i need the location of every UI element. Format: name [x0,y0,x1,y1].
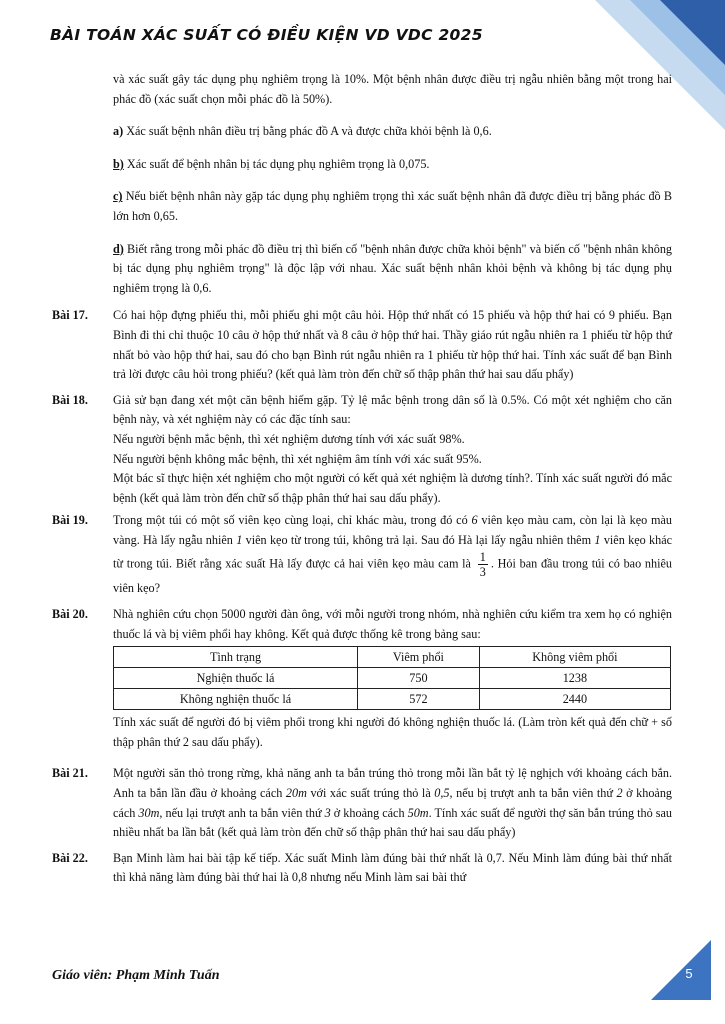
problem-line: Giả sử bạn đang xét một căn bệnh hiếm gặp. Tỷ lệ mắc bệnh trong dân số là 0.5%. Có một xét nghiệm cho căn bệnh này, và xét nghiệm này có các đặc tính sau: [113,392,672,427]
intro-block [113,70,672,298]
problem-body: Một người săn thỏ trong rừng, khả năng anh ta bắn trúng thỏ trong mỗi lần bắt tỷ lệ nghịch với khoảng cách bắn. Anh ta bắn lần đầu ở khoảng cách 20m với xác suất trúng thỏ là 0,5, nếu bị trượt anh ta bắn viên thứ 2 ở khoảng cách 30m, nếu lại trượt anh ta bắn viên thứ 3 ở khoảng cách 50m. Tính xác suất để người thợ săn bắn trúng thỏ sau nhiều nhất ba lần bắt (kết quả làm tròn đến chữ số thập phân thứ hai sau dấu phẩy) [113,766,673,840]
intro-text: và xác suất gây tác dụng phụ nghiêm trọng là 10%. Một bệnh nhân được điều trị ngẫu nhiên bằng một trong hai phác đồ (xác suất chọn mỗi phác đồ là 50%). [113,72,672,106]
table-row [114,668,671,689]
problem-label: Bài 20. [52,607,88,622]
table-row [114,689,671,710]
intro-item-d: d) Biết rằng trong mỗi phác đồ điều trị thì biến cố "bệnh nhân được chữa khỏi bệnh" và biến cố "bệnh nhân không bị tác dụng phụ nghiêm trọng" là độc lập với nhau. Xác suất bệnh nhân khỏi bệnh và không bị tác dụng phụ nghiêm trọng là 0,6. [113,241,673,295]
problem-text: Có hai hộp đựng phiếu thi, mỗi phiếu ghi một câu hỏi. Hộp thứ nhất có 15 phiếu và hộp thứ hai có 9 phiếu. Bạn Bình đi thi chỉ thuộc 10 câu ở hộp thứ nhất và 8 câu ở hộp thứ hai. Thầy giáo rút ngẫu nhiên ra 1 phiếu từ hộp thứ nhất bỏ vào hộp thứ hai, sau đó cho bạn Bình rút ngẫu nhiên ra 1 phiếu từ hộp thứ hai. Tính xác suất để bạn Bình trả lời được câu hỏi trong phiếu? (kết quả làm tròn đến chữ số thập phân thứ hai sau dấu phẩy) [113,308,672,382]
problem-body: Trong một túi có một số viên kẹo cùng loại, chỉ khác màu, trong đó có 6 viên kẹo màu cam, còn lại là kẹo màu vàng. Hà lấy ngẫu nhiên 1 viên kẹo từ trong túi, không trả lại. Sau đó Hà lại lấy ngẫu nhiên thêm 1 viên kẹo khác từ trong túi. Biết rằng xác suất Hà lấy được cả hai viên kẹo màu cam là $\frac{1}{3}$ . Hỏi ban đầu trong túi có bao nhiêu viên kẹo? [113,513,673,596]
table-header-cell: Không viêm phổi [479,647,670,668]
problem-question: Tính xác suất để người đó bị viêm phổi trong khi người đó không nghiện thuốc lá. (Làm tròn kết quả đến chữ + số thập phân thứ 2 sau dấu phẩy). [113,715,672,749]
problem-label: Bài 18. [52,392,88,407]
problem-line: Nếu người bệnh mắc bệnh, thì xét nghiệm dương tính với xác suất 98%. [113,431,465,446]
table-header-row [114,647,671,668]
problem-line: Một bác sĩ thực hiện xét nghiệm cho một người có kết quả xét nghiệm là dương tính?. Tính xác suất người đó mắc bệnh (kết quả làm tròn đến chữ số thập phân thứ hai sau dấu phẩy). [113,471,672,505]
problem-21 [52,764,672,842]
problem-19 [52,511,672,599]
table-cell: 1238 [479,668,670,689]
problem-label: Bài 21. [52,766,88,781]
problem-17 [52,306,672,384]
table-cell: 750 [358,668,480,689]
table-header-cell: Viêm phổi [358,647,480,668]
footer-teacher: Giáo viên: Phạm Minh Tuấn [52,968,220,983]
problem-body [113,605,672,752]
intro-item-c: c) Nếu biết bệnh nhân này gặp tác dụng phụ nghiêm trọng thì xác suất bệnh nhân đã được điều trị bằng phác đồ B lớn hơn 0,65. [113,189,672,223]
table-cell: Nghiện thuốc lá [114,668,358,689]
table-cell: 572 [358,689,480,710]
table-cell: 2440 [479,689,670,710]
page-number: 5 [685,966,693,982]
intro-item-b: b) Xác suất để bệnh nhân bị tác dụng phụ nghiêm trọng là 0,075. [113,156,430,171]
problem-18 [52,391,672,509]
problem-line: Nếu người bệnh không mắc bệnh, thì xét nghiệm âm tính với xác suất 95%. [113,451,482,466]
intro-item-a: a) Xác suất bệnh nhân điều trị bằng phác đồ A và được chữa khỏi bệnh là 0,6. [113,124,492,139]
table-cell: Không nghiện thuốc lá [114,689,358,710]
problem-22 [52,849,672,888]
problem-body [113,391,672,509]
problem-label: Bài 22. [52,850,88,865]
statistics-table [113,646,671,710]
problem-text: Nhà nghiên cứu chọn 5000 người đàn ông, với mỗi người trong nhóm, nhà nghiên cứu kiểm tra xem họ có nghiện thuốc lá và bị viêm phổi hay không. Kết quả được thống kê trong bảng sau: [113,607,672,641]
problem-label: Bài 17. [52,308,88,323]
table-header-cell: Tình trạng [114,647,358,668]
fraction: $\frac{1}{3}$ [479,550,486,580]
document-header-title: BÀI TOÁN XÁC SUẤT CÓ ĐIỀU KIỆN VD VDC 2025 [50,26,483,44]
problem-text: Bạn Minh làm hai bài tập kế tiếp. Xác suất Minh làm đúng bài thứ nhất là 0,7. Nếu Minh làm đúng bài thứ nhất thì khả năng làm đúng bài thứ hai là 0,8 nhưng nếu Minh làm sai bài thứ [113,850,672,885]
problem-20 [52,605,672,752]
problem-label: Bài 19. [52,513,88,528]
page-content [52,70,672,888]
